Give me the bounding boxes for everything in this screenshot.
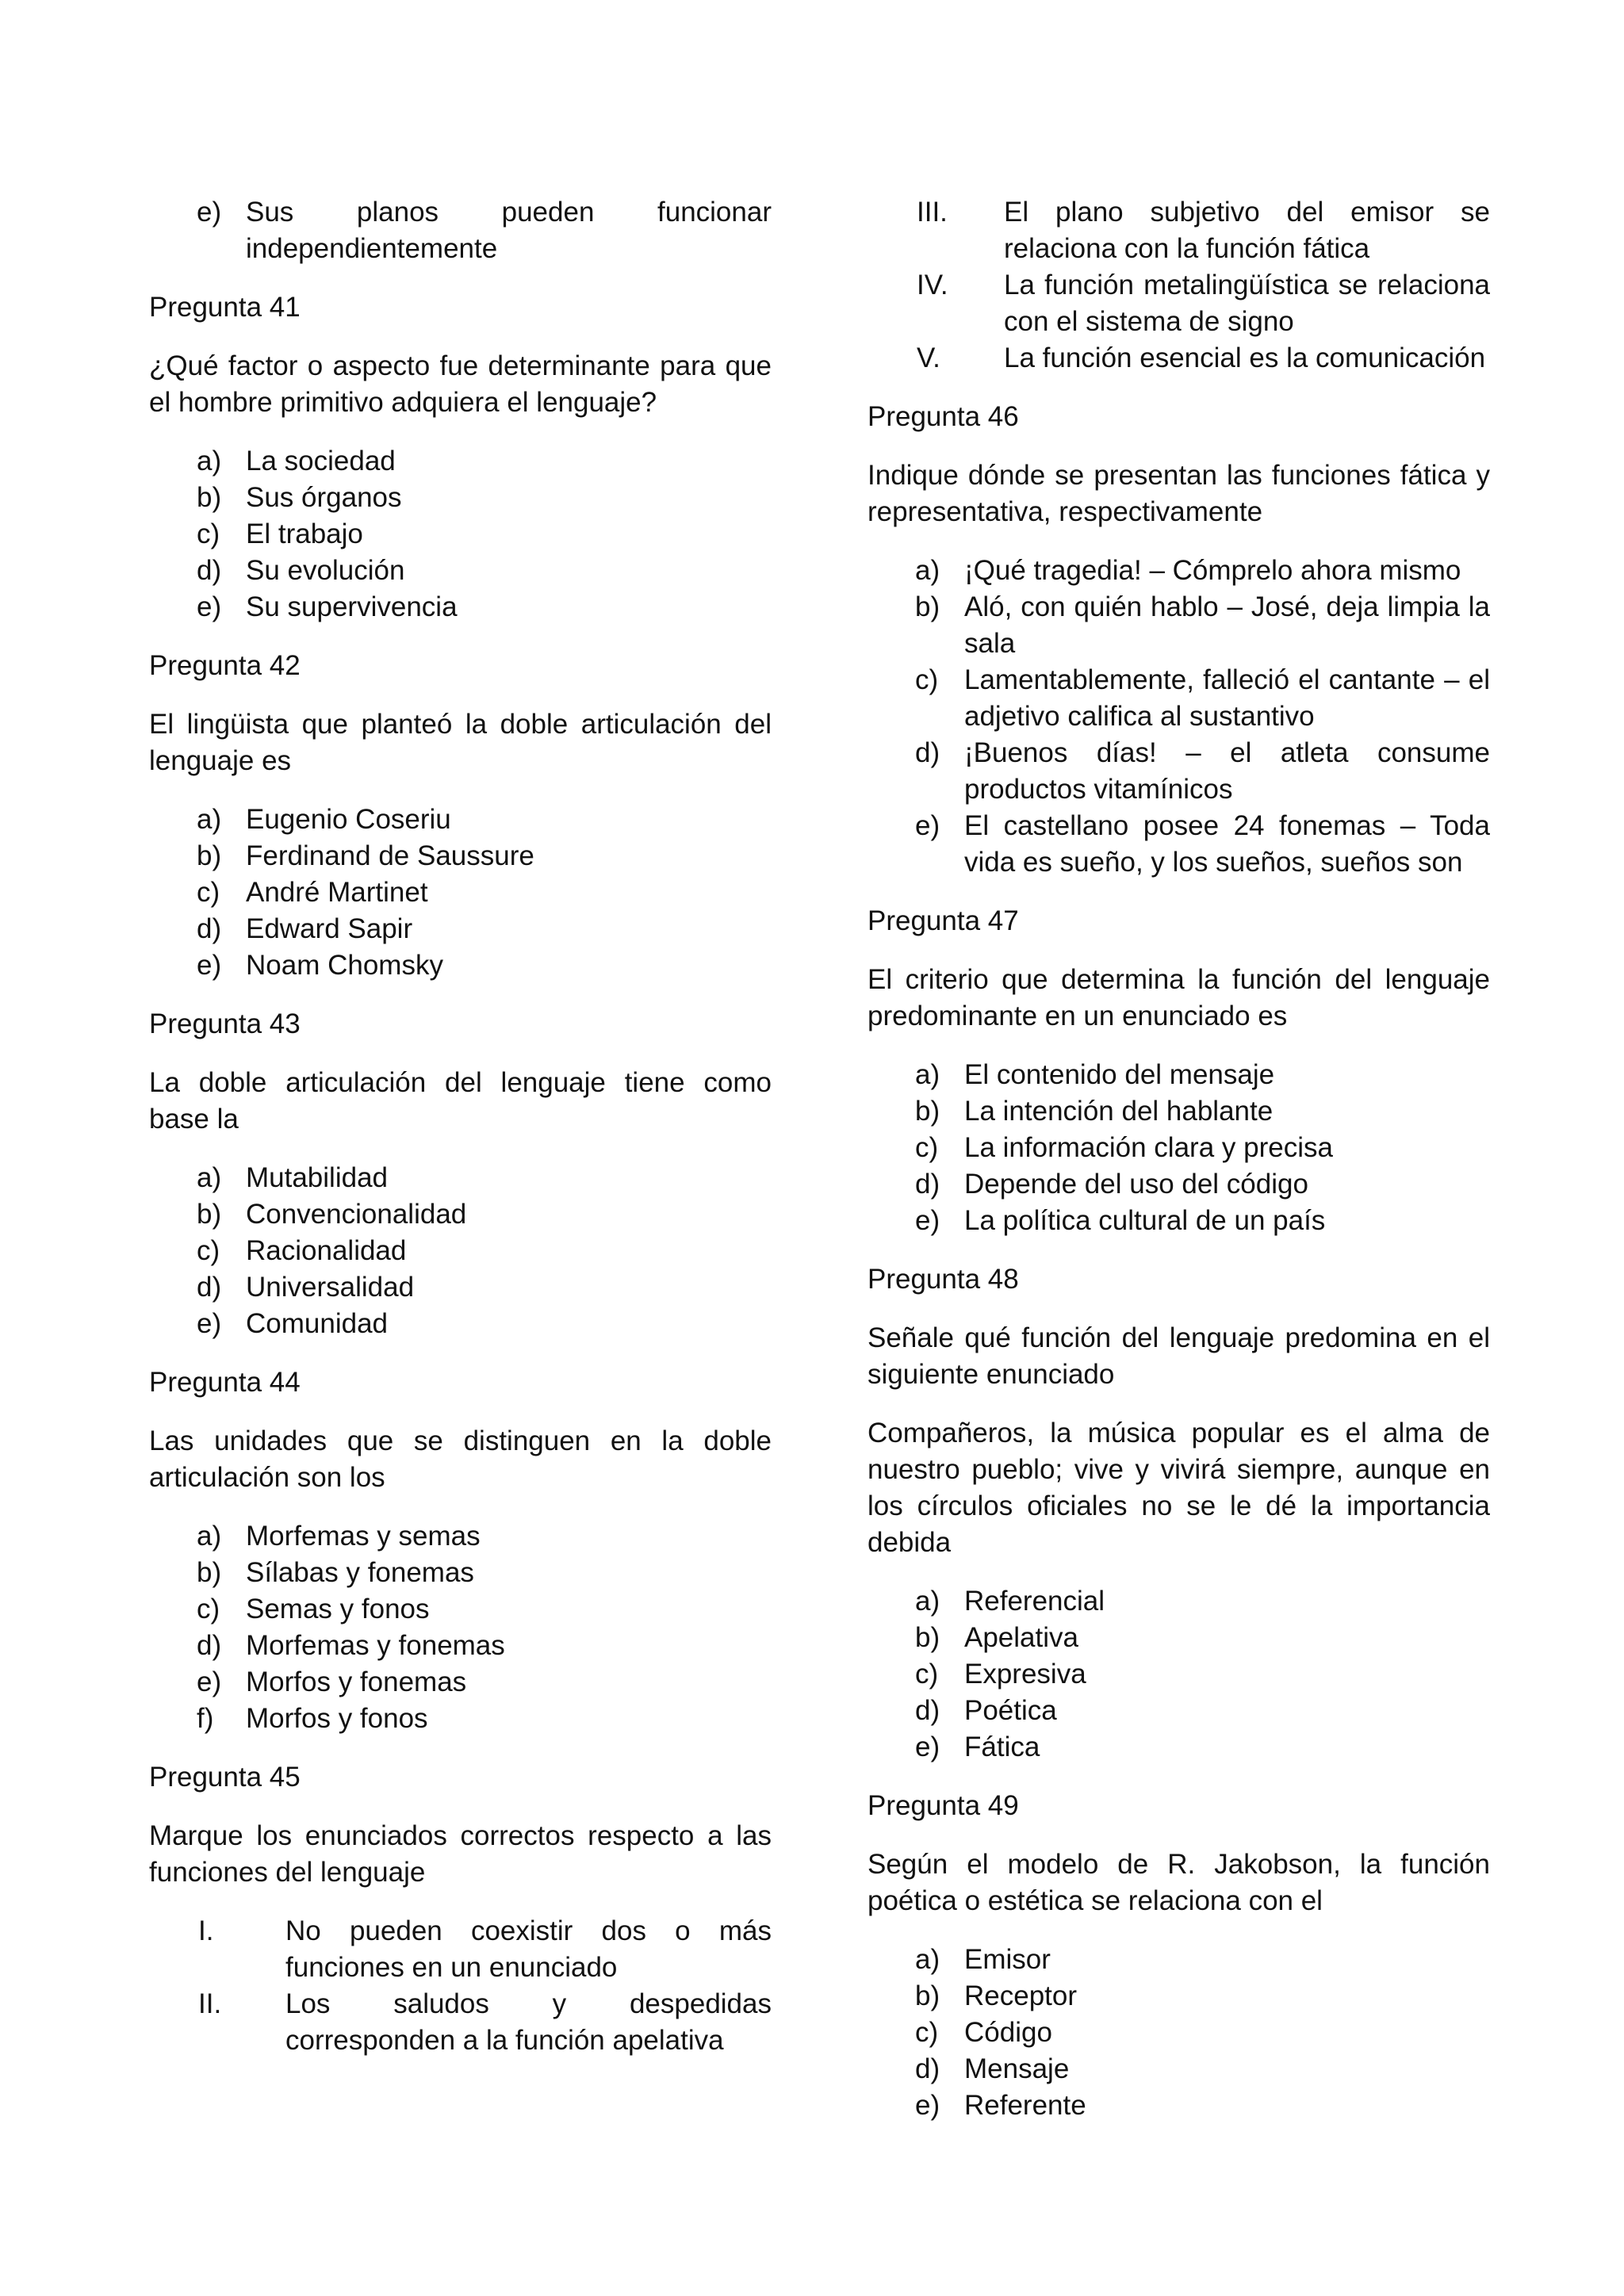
option-letter: d) (915, 1695, 940, 1726)
option-letter: b) (915, 1096, 940, 1127)
question-heading: Pregunta 48 (868, 1264, 1019, 1295)
option-text: Morfemas y semas (246, 1521, 481, 1552)
option-item (868, 1620, 1490, 1656)
question-heading: Pregunta 44 (149, 1367, 301, 1398)
option-text: Comunidad (246, 1308, 388, 1339)
option-letter: c) (197, 1594, 220, 1624)
option-letter: e) (197, 1308, 222, 1339)
statement-numeral: III. (917, 197, 948, 228)
option-item (149, 1591, 772, 1628)
option-item (149, 1664, 772, 1701)
question-text: Señale qué función del lenguaje predomina en el siguiente enunciado (868, 1322, 1490, 1390)
option-text: Sus órganos (246, 482, 402, 513)
option-letter: d) (197, 913, 222, 944)
right-column (868, 194, 1490, 2146)
option-letter: a) (915, 1059, 940, 1090)
options-list (868, 1583, 1490, 1766)
option-letter: a) (915, 555, 940, 586)
option-item (149, 1196, 772, 1233)
option-letter: d) (197, 1630, 222, 1661)
option-item (868, 808, 1490, 881)
option-item (868, 1130, 1490, 1166)
option-letter: e) (197, 950, 222, 981)
option-text: ¡Buenos días! – el atleta consume productos vitamínicos (964, 737, 1490, 805)
option-item (868, 1057, 1490, 1093)
question-46 (868, 399, 1490, 881)
option-letter: b) (197, 1199, 222, 1230)
option-letter: f) (197, 1703, 214, 1734)
options-list (149, 1518, 772, 1737)
option-text: Morfos y fonos (246, 1703, 428, 1734)
option-item (149, 443, 772, 480)
options-list (149, 443, 772, 626)
statement-text: Los saludos y despedidas corresponden a la función apelativa (285, 1988, 772, 2056)
option-letter: c) (197, 1235, 220, 1266)
option-text: Sus planos pueden funcionar independientemente (246, 197, 772, 264)
question-heading: Pregunta 49 (868, 1790, 1019, 1821)
question-text: ¿Qué factor o aspecto fue determinante para que el hombre primitivo adquiera el lenguaje? (149, 350, 772, 418)
option-item (868, 589, 1490, 662)
option-text: Su supervivencia (246, 591, 458, 622)
option-text: André Martinet (246, 877, 428, 908)
option-text: Mutabilidad (246, 1162, 388, 1193)
option-letter: a) (197, 804, 222, 835)
question-heading: Pregunta 43 (149, 1008, 301, 1039)
option-letter: e) (197, 197, 222, 228)
option-text: La información clara y precisa (964, 1132, 1333, 1163)
question-48 (868, 1261, 1490, 1766)
option-item (868, 662, 1490, 735)
question-text: La doble articulación del lenguaje tiene como base la (149, 1067, 772, 1135)
option-text: Semas y fonos (246, 1594, 430, 1624)
option-text: Sílabas y fonemas (246, 1557, 474, 1588)
option-letter: e) (915, 1732, 940, 1762)
option-text: Universalidad (246, 1272, 415, 1303)
option-letter: e) (915, 1205, 940, 1236)
option-letter: a) (915, 1944, 940, 1975)
question-text: Marque los enunciados correctos respecto a las funciones del lenguaje (149, 1820, 772, 1888)
option-text: ¡Qué tragedia! – Cómprelo ahora mismo (964, 555, 1461, 586)
option-item (149, 589, 772, 626)
option-item (868, 1093, 1490, 1130)
option-item (868, 553, 1490, 589)
option-item (868, 1729, 1490, 1766)
option-letter: c) (915, 1659, 939, 1689)
option-item (149, 1160, 772, 1196)
statement-text: La función esencial es la comunicación (1004, 342, 1486, 373)
option-text: Lamentablemente, falleció el cantante – el adjetivo califica al sustantivo (964, 664, 1490, 732)
question-49 (868, 1788, 1490, 2124)
option-item (149, 947, 772, 984)
option-letter: a) (197, 1521, 222, 1552)
option-letter: a) (197, 1162, 222, 1193)
option-item (868, 1656, 1490, 1693)
option-text: Eugenio Coseriu (246, 804, 451, 835)
question-text: Indique dónde se presentan las funciones fática y representativa, respectivamente (868, 460, 1490, 527)
option-letter: a) (915, 1586, 940, 1617)
option-text: Noam Chomsky (246, 950, 443, 981)
statement-text: La función metalingüística se relaciona con el sistema de signo (1004, 270, 1490, 337)
option-item (149, 1518, 772, 1555)
option-item (149, 874, 772, 911)
statement-numeral: V. (917, 342, 940, 373)
question-text: El criterio que determina la función del lenguaje predominante en un enunciado es (868, 964, 1490, 1031)
question-heading: Pregunta 47 (868, 905, 1019, 936)
option-letter: b) (915, 591, 940, 622)
question-44 (149, 1364, 772, 1737)
option-text: Aló, con quién hablo – José, deja limpia la sala (964, 591, 1490, 659)
option-text: La intención del hablante (964, 1096, 1274, 1127)
option-text: Referencial (964, 1586, 1105, 1617)
option-item (868, 2051, 1490, 2087)
option-item (868, 2087, 1490, 2124)
option-letter: b) (197, 840, 222, 871)
question-41 (149, 289, 772, 626)
question-heading: Pregunta 45 (149, 1762, 301, 1793)
option-letter: b) (915, 1980, 940, 2011)
option-text: Ferdinand de Saussure (246, 840, 534, 871)
option-letter: e) (197, 1667, 222, 1697)
option-item (868, 1942, 1490, 1978)
option-letter: d) (197, 1272, 222, 1303)
option-letter: c) (915, 664, 939, 695)
option-item (149, 1306, 772, 1342)
question-text: Según el modelo de R. Jakobson, la función poética o estética se relaciona con el (868, 1849, 1490, 1916)
quoted-statement: Compañeros, la música popular es el alma de nuestro pueblo; vive y vivirá siempre, aunque en los círculos oficiales no se le dé la importancia debida (868, 1418, 1490, 1558)
statement-numeral: II. (198, 1988, 222, 2019)
option-text: Poética (964, 1695, 1057, 1726)
statement-text: No pueden coexistir dos o más funciones en un enunciado (285, 1915, 772, 1983)
option-letter: b) (197, 482, 222, 513)
question-heading: Pregunta 42 (149, 650, 301, 681)
options-list (868, 1942, 1490, 2124)
option-text: Código (964, 2017, 1052, 2048)
option-item (149, 1701, 772, 1737)
question-47 (868, 903, 1490, 1239)
option-letter: c) (915, 1132, 939, 1163)
option-item (149, 1269, 772, 1306)
question-heading: Pregunta 41 (149, 292, 301, 323)
option-item (868, 1583, 1490, 1620)
question-text: El lingüista que planteó la doble articulación del lenguaje es (149, 709, 772, 776)
option-text: La sociedad (246, 446, 396, 476)
option-item (868, 1978, 1490, 2015)
option-letter: a) (197, 446, 222, 476)
question-text: Las unidades que se distinguen en la doble articulación son los (149, 1425, 772, 1493)
statement-text: El plano subjetivo del emisor se relaciona con la función fática (1004, 197, 1490, 264)
option-text: Referente (964, 2090, 1086, 2121)
option-text: Convencionalidad (246, 1199, 467, 1230)
option-letter: d) (915, 737, 940, 768)
statement-item (149, 1913, 772, 1986)
option-letter: e) (915, 810, 940, 841)
option-item (868, 1166, 1490, 1203)
option-letter: b) (915, 1622, 940, 1653)
option-letter: e) (197, 591, 222, 622)
statement-numeral: IV. (917, 270, 948, 300)
option-text: Emisor (964, 1944, 1051, 1975)
statement-numeral: I. (198, 1915, 214, 1946)
statements-list (149, 1913, 772, 2059)
option-text: Mensaje (964, 2053, 1070, 2084)
option-text: Fática (964, 1732, 1040, 1762)
statement-item (868, 267, 1490, 340)
option-item (149, 1628, 772, 1664)
question-42 (149, 648, 772, 984)
statement-item (868, 340, 1490, 377)
option-item (149, 516, 772, 553)
left-column (149, 194, 772, 2081)
option-item (868, 1203, 1490, 1239)
option-text: Racionalidad (246, 1235, 407, 1266)
option-item (149, 480, 772, 516)
question-heading: Pregunta 46 (868, 401, 1019, 432)
option-text: El trabajo (246, 519, 363, 549)
statements-list-continued (868, 194, 1490, 377)
carryover-option (149, 194, 772, 267)
option-letter: c) (915, 2017, 939, 2048)
option-item (868, 735, 1490, 808)
option-text: Morfos y fonemas (246, 1667, 467, 1697)
option-text: Expresiva (964, 1659, 1086, 1689)
option-letter: b) (197, 1557, 222, 1588)
option-item (149, 911, 772, 947)
option-text: Receptor (964, 1980, 1078, 2011)
option-text: La política cultural de un país (964, 1205, 1326, 1236)
options-list (149, 802, 772, 984)
options-list (868, 553, 1490, 881)
option-item (149, 553, 772, 589)
statement-item (868, 194, 1490, 267)
option-letter: c) (197, 519, 220, 549)
option-text: El contenido del mensaje (964, 1059, 1275, 1090)
option-text: Edward Sapir (246, 913, 413, 944)
option-item (868, 1693, 1490, 1729)
option-text: Depende del uso del código (964, 1169, 1308, 1200)
statement-item (149, 1986, 772, 2059)
option-text: El castellano posee 24 fonemas – Toda vida es sueño, y los sueños, sueños son (964, 810, 1490, 878)
question-43 (149, 1006, 772, 1342)
option-letter: d) (197, 555, 222, 586)
option-item (868, 2015, 1490, 2051)
options-list (149, 1160, 772, 1342)
option-letter: d) (915, 2053, 940, 2084)
option-text: Su evolución (246, 555, 405, 586)
option-text: Apelativa (964, 1622, 1078, 1653)
option-letter: e) (915, 2090, 940, 2121)
option-letter: d) (915, 1169, 940, 1200)
option-item (149, 1233, 772, 1269)
option-letter: c) (197, 877, 220, 908)
option-item (149, 1555, 772, 1591)
option-text: Morfemas y fonemas (246, 1630, 505, 1661)
option-item (149, 838, 772, 874)
options-list (868, 1057, 1490, 1239)
option-item (149, 802, 772, 838)
question-45 (149, 1759, 772, 2059)
